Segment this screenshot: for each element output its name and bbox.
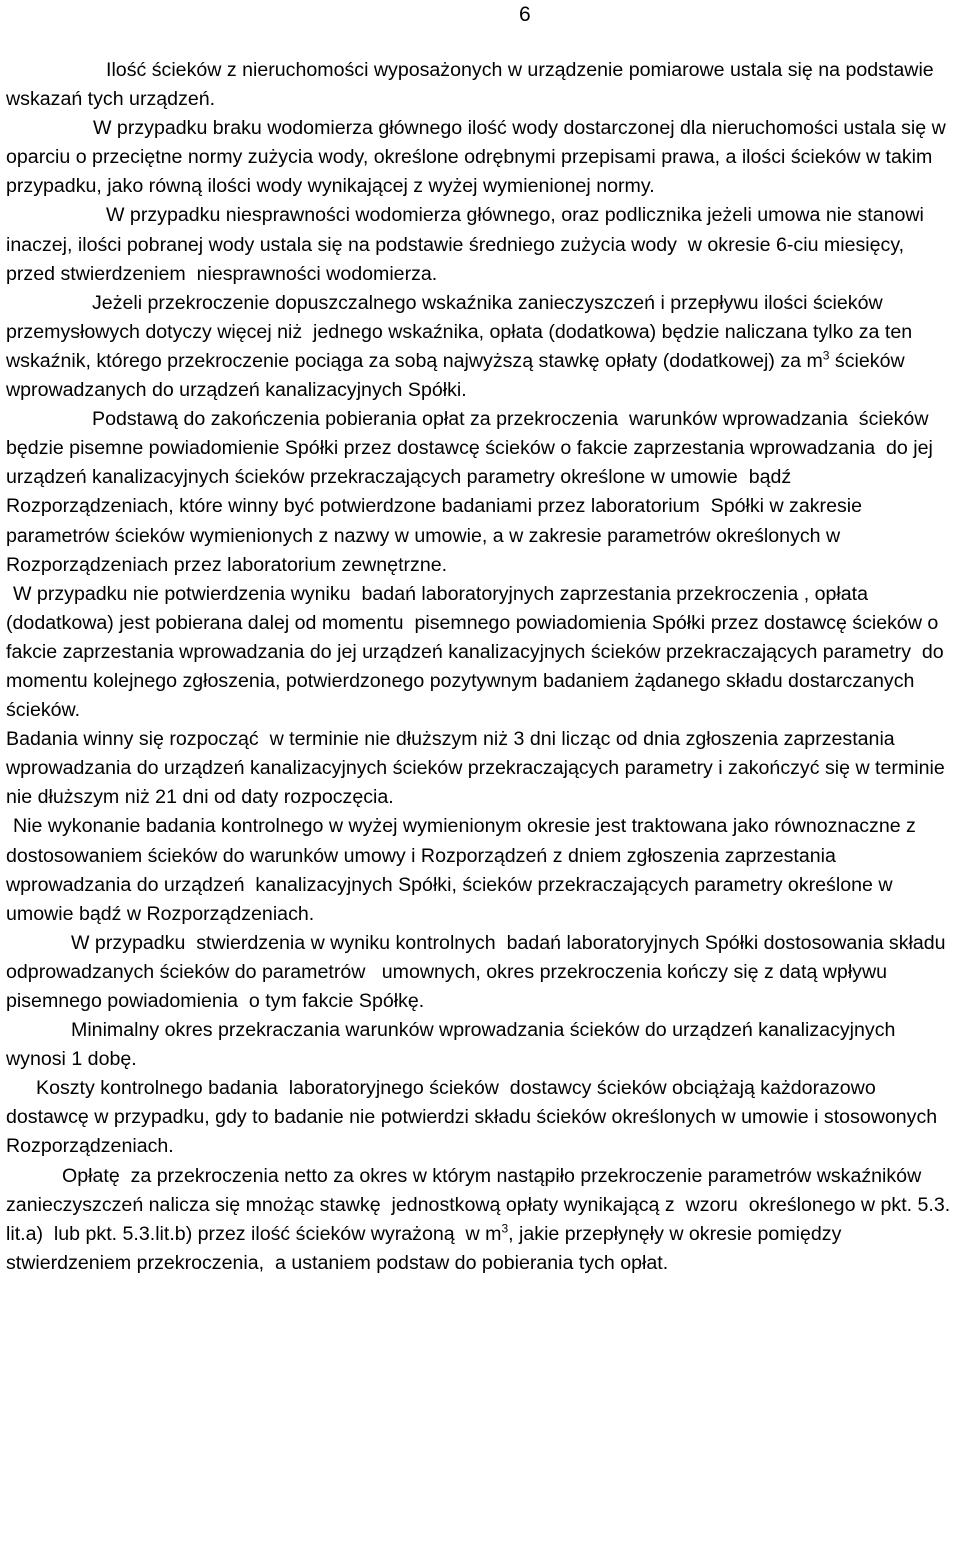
paragraph-net-charge-text-after: , jakie przepłynęły w okresie pomiędzy stwierdzeniem przekroczenia, a ustaniem podstaw do pobierania tych opłat.	[6, 1222, 847, 1274]
paragraph-end-of-charges: Podstawą do zakończenia pobierania opłat za przekroczenia warunków wprowadzania ścieków będzie pisemne powiadomienie Spółki przez dostawcę ścieków o fakcie zaprzestania wprowadzania do jej urządzeń kanalizacyjnych ścieków przekraczających parametry określone w umowie bądź Rozporządzeniach, które winny być potwierdzone badaniami przez laboratorium Spółki w zakresie parametrów ścieków wymienionych z nazwy w umowie, a w zakresie parametrów określonych w Rozporządzeniach przez laboratorium zewnętrzne.	[6, 408, 939, 576]
paragraph-net-charge	[6, 1162, 956, 1278]
superscript-cubic: 3	[822, 348, 830, 363]
paragraph-no-main-meter: W przypadku braku wodomierza głównego ilość wody dostarczonej dla nieruchomości ustala się w oparciu o przeciętne normy zużycia wody, określone odrębnymi przepisami prawa, a ilości ścieków w takim przypadku, jako równą ilości wody wynikającej z wyżej wymienionej normy.	[6, 117, 952, 198]
paragraph-exceeded-indicators	[6, 289, 956, 405]
superscript-cubic: 3	[501, 1221, 509, 1236]
paragraph-exceeded-indicators-text-after: ścieków wprowadzanych do urządzeń kanalizacyjnych Spółki.	[6, 349, 911, 402]
paragraph-not-confirmed: W przypadku nie potwierdzenia wyniku badań laboratoryjnych zaprzestania przekroczenia , opłata (dodatkowa) jest pobierana dalej od momentu pisemnego powiadomienia Spółki przez dostawcę ścieków o fakcie zaprzestania wprowadzania do jej urządzeń kanalizacyjnych ścieków przekraczających parametry do momentu kolejnego zgłoszenia, potwierdzonego pozytywnym badaniem żądanego składu dostarczanych ścieków.	[6, 582, 950, 722]
paragraph-exceeded-indicators-text-before: Jeżeli przekroczenie dopuszczalnego wskaźnika zanieczyszczeń i przepływu ilości ścieków przemysłowych dotyczy więcej niż jednego wskaźnika, opłata (dodatkowa) będzie naliczana tylko za ten wskaźnik, którego przekroczenie pociąga za sobą najwyższą stawkę opłaty (dodatkowej) za m	[6, 291, 918, 372]
paragraph-compliance-found: W przypadku stwierdzenia w wyniku kontrolnych badań laboratoryjnych Spółki dostosowania składu odprowadzanych ścieków do parametrów umownych, okres przekroczenia kończy się z datą wpływu pisemnego powiadomienia o tym fakcie Spółkę.	[6, 931, 957, 1012]
document-body	[6, 56, 956, 1278]
page-number: 6	[519, 3, 531, 26]
paragraph-testing-deadline: Badania winny się rozpocząć w terminie nie dłuższym niż 3 dni licząc od dnia zgłoszenia zaprzestania wprowadzania do urządzeń kanalizacyjnych ścieków przekraczających parametry i zakończyć się w terminie nie dłuższym niż 21 dni od daty rozpoczęcia.	[6, 728, 951, 809]
paragraph-minimum-period: Minimalny okres przekraczania warunków wprowadzania ścieków do urządzeń kanalizacyjnych wynosi 1 dobę.	[6, 1019, 901, 1071]
paragraph-no-control-test: Nie wykonanie badania kontrolnego w wyżej wymienionym okresie jest traktowana jako równoznaczne z dostosowaniem ścieków do warunków umowy i Rozporządzeń z dniem zgłoszenia zaprzestania wprowadzania do urządzeń kanalizacyjnych Spółki, ścieków przekraczających parametry określone w umowie bądź w Rozporządzeniach.	[6, 815, 922, 925]
paragraph-meter-malfunction: W przypadku niesprawności wodomierza głównego, oraz podlicznika jeżeli umowa nie stanowi inaczej, ilości pobranej wody ustala się na podstawie średniego zużycia wody w okresie 6-ciu miesięcy, przed stwierdzeniem niesprawności wodomierza.	[6, 204, 930, 285]
paragraph-net-charge-text-before: Opłatę za przekroczenia netto za okres w którym nastąpiło przekroczenie parametrów wskaźników zanieczyszczeń nalicza się mnożąc stawkę jednostkową opłaty wynikającą z wzoru określonego w pkt. 5.3. lit.a) lub pkt. 5.3.lit.b) przez ilość ścieków wyrażoną w m	[6, 1164, 956, 1245]
paragraph-metered-sewage: Ilość ścieków z nieruchomości wyposażonych w urządzenie pomiarowe ustala się na podstawie wskazań tych urządzeń.	[6, 59, 940, 111]
paragraph-testing-costs: Koszty kontrolnego badania laboratoryjnego ścieków dostawcy ścieków obciążają każdorazowo dostawcę w przypadku, gdy to badanie nie potwierdzi składu ścieków określonych w umowie i stosowonych Rozporządzeniach.	[6, 1077, 943, 1158]
